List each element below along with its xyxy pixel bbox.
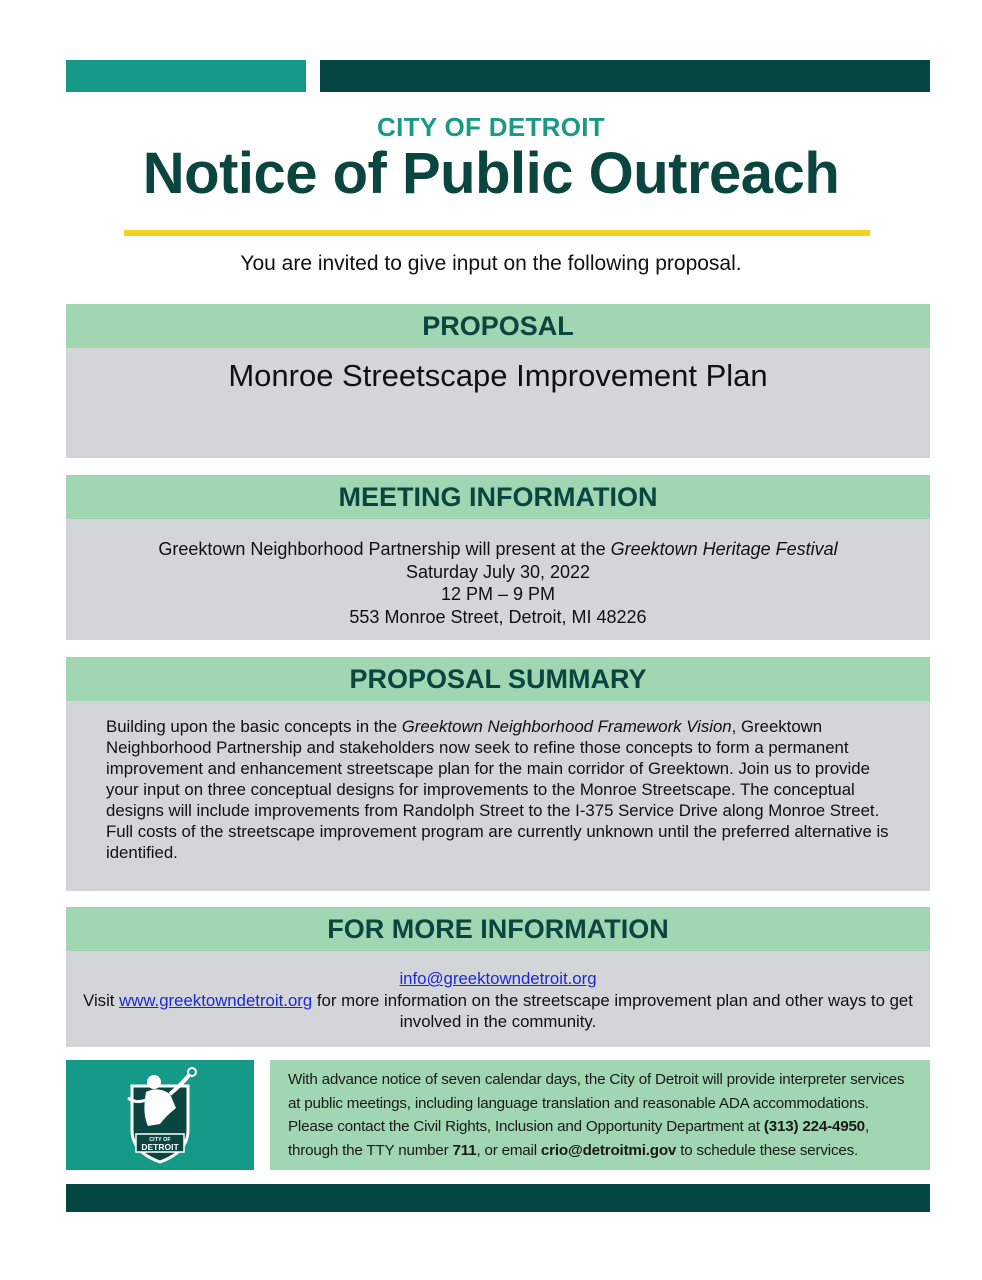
meeting-presenter-line [66, 538, 930, 561]
org-name: CITY OF DETROIT [377, 112, 605, 142]
meeting-heading: MEETING INFORMATION [66, 475, 930, 519]
ada-phone: (313) 224-4950 [763, 1118, 865, 1135]
website-link[interactable]: www.greektowndetroit.org [119, 990, 313, 1010]
ada-notice-text [288, 1068, 916, 1162]
more-info-text [66, 968, 930, 1033]
meeting-details [66, 538, 930, 628]
email-link[interactable]: info@greektowndetroit.org [399, 969, 597, 988]
ada-text-2: , through the TTY number [288, 1118, 869, 1159]
title-underline [124, 230, 870, 236]
summary-framework-title: Greektown Neighborhood Framework Vision [401, 717, 732, 736]
summary-body: , Greektown Neighborhood Partnership and stakeholders now seek to refine those concepts to form a permanent improvement and enhancement streetscape plan for the main corridor of Greektown. Join us to provide your input on three conceptual designs for improvements to the Monroe Streetscape. The conceptual designs will include improvements from Randolph Street to the I-375 Service Drive along Monroe Street. Full costs of the streetscape improvement program are currently unknown until the preferred alternative is identified. [106, 717, 889, 862]
summary-text [106, 716, 906, 863]
invite-text: You are invited to give input on the following proposal. [240, 252, 742, 275]
more-info-heading: FOR MORE INFORMATION [66, 907, 930, 951]
meeting-time: 12 PM – 9 PM [440, 584, 556, 604]
meeting-presenter: Greektown Neighborhood Partnership will present at the [158, 539, 611, 559]
proposal-heading: PROPOSAL [66, 304, 930, 348]
header-accent-bar-right [320, 60, 930, 92]
logo-text-top: CITY OF [149, 1137, 171, 1143]
logo-text-bottom: DETROIT [141, 1142, 179, 1152]
summary-heading: PROPOSAL SUMMARY [66, 657, 930, 701]
visit-suffix: for more information on the streetscape improvement plan and other ways to get involved in the community. [312, 990, 913, 1031]
logo-panel [66, 1060, 254, 1170]
meeting-date: Saturday July 30, 2022 [405, 561, 591, 582]
proposal-name: Monroe Streetscape Improvement Plan [228, 358, 768, 393]
ada-tty: 711 [452, 1141, 477, 1159]
city-of-detroit-logo [66, 1060, 254, 1170]
header-accent-bar-left [66, 60, 306, 92]
ada-text-3: , or email [476, 1141, 541, 1159]
ada-text-1: With advance notice of seven calendar days, the City of Detroit will provide interpreter services at public meetings, including language translation and reasonable ADA accommodations. Please contact the Civil Rights, Inclusion and Opportunity Department at [288, 1071, 905, 1135]
meeting-address: 553 Monroe Street, Detroit, MI 48226 [349, 606, 647, 627]
meeting-event: Greektown Heritage Festival [610, 539, 838, 559]
page-title: Notice of Public Outreach [142, 141, 840, 206]
visit-prefix: Visit [83, 990, 120, 1010]
ada-email: crio@detroitmi.gov [540, 1141, 677, 1159]
footer-bar [66, 1184, 930, 1212]
ada-text-4: to schedule these services. [676, 1141, 858, 1159]
summary-intro: Building upon the basic concepts in the [106, 717, 402, 736]
